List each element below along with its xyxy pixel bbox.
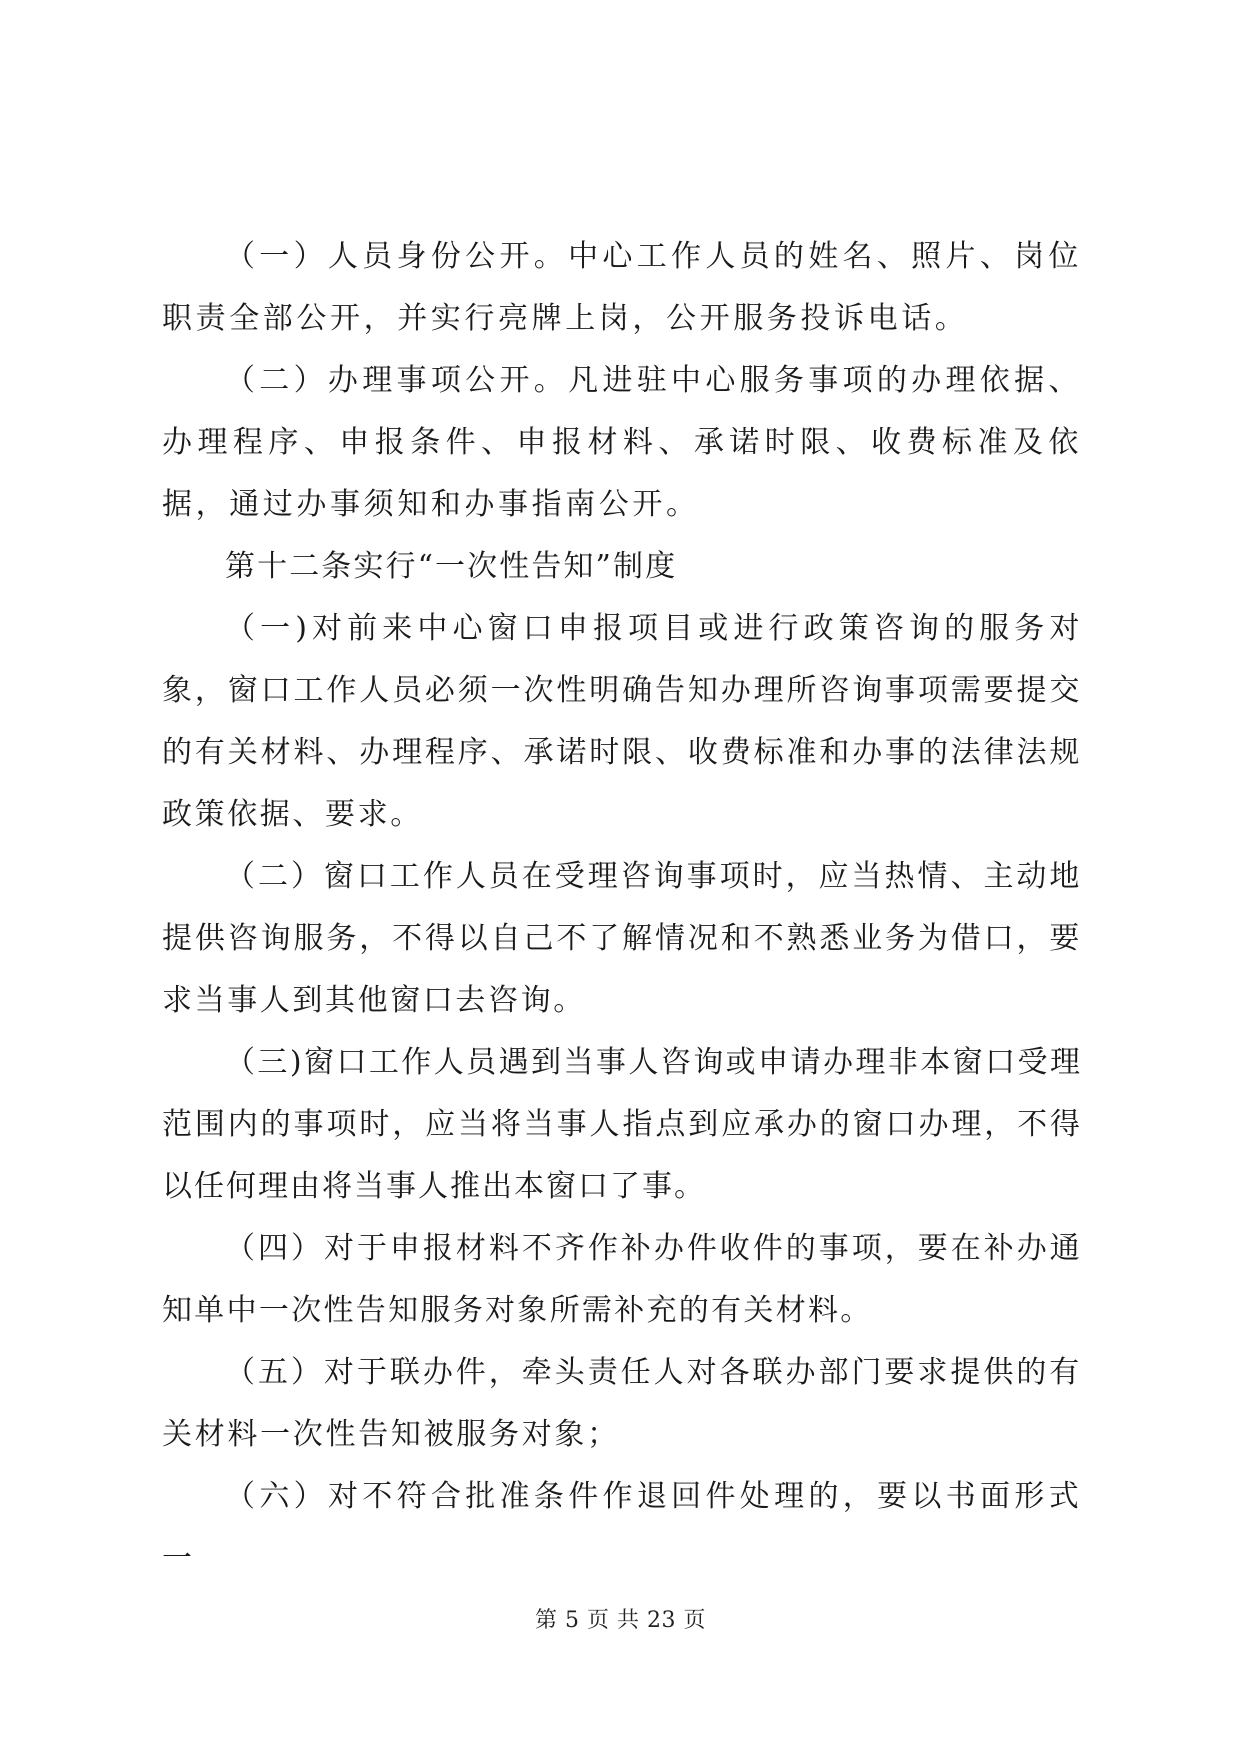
paragraph-clause-one: （一)对前来中心窗口申报项目或进行政策咨询的服务对象，窗口工作人员必须一次性明确告知办理所咨询事项需要提交的有关材料、办理程序、承诺时限、收费标准和办事的法律法规政策依据、要求。 [162,611,1083,832]
document-body [162,226,1082,1590]
paragraph-clause-three: （三)窗口工作人员遇到当事人咨询或申请办理非本窗口受理范围内的事项时，应当将当事人指点到应承办的窗口办理，不得以任何理由将当事人推出本窗口了事。 [162,1045,1082,1204]
paragraph-clause-five: （五）对于联办件，牵头责任人对各联办部门要求提供的有关材料一次性告知被服务对象； [162,1355,1082,1452]
paragraph-clause-six: （六）对不符合批准条件作退回件处理的，要以书面形式一 [162,1479,1082,1576]
article-heading: 第十二条实行“一次性告知”制度 [225,549,678,584]
paragraph-clause-four: （四）对于申报材料不齐作补办件收件的事项，要在补办通知单中一次性告知服务对象所需补充的有关材料。 [162,1231,1082,1328]
page-number-footer: 第 5 页 共 23 页 [535,1608,706,1633]
paragraph-personnel-disclosure: （一）人员身份公开。中心工作人员的姓名、照片、岗位职责全部公开，并实行亮牌上岗，公开服务投诉电话。 [162,239,1082,336]
paragraph-matters-disclosure: （二）办理事项公开。凡进驻中心服务事项的办理依据、办理程序、申报条件、申报材料、承诺时限、收费标准及依据，通过办事须知和办事指南公开。 [162,363,1082,522]
paragraph-clause-two: （二）窗口工作人员在受理咨询事项时，应当热情、主动地提供咨询服务，不得以自己不了解情况和不熟悉业务为借口，要求当事人到其他窗口去咨询。 [162,859,1082,1018]
